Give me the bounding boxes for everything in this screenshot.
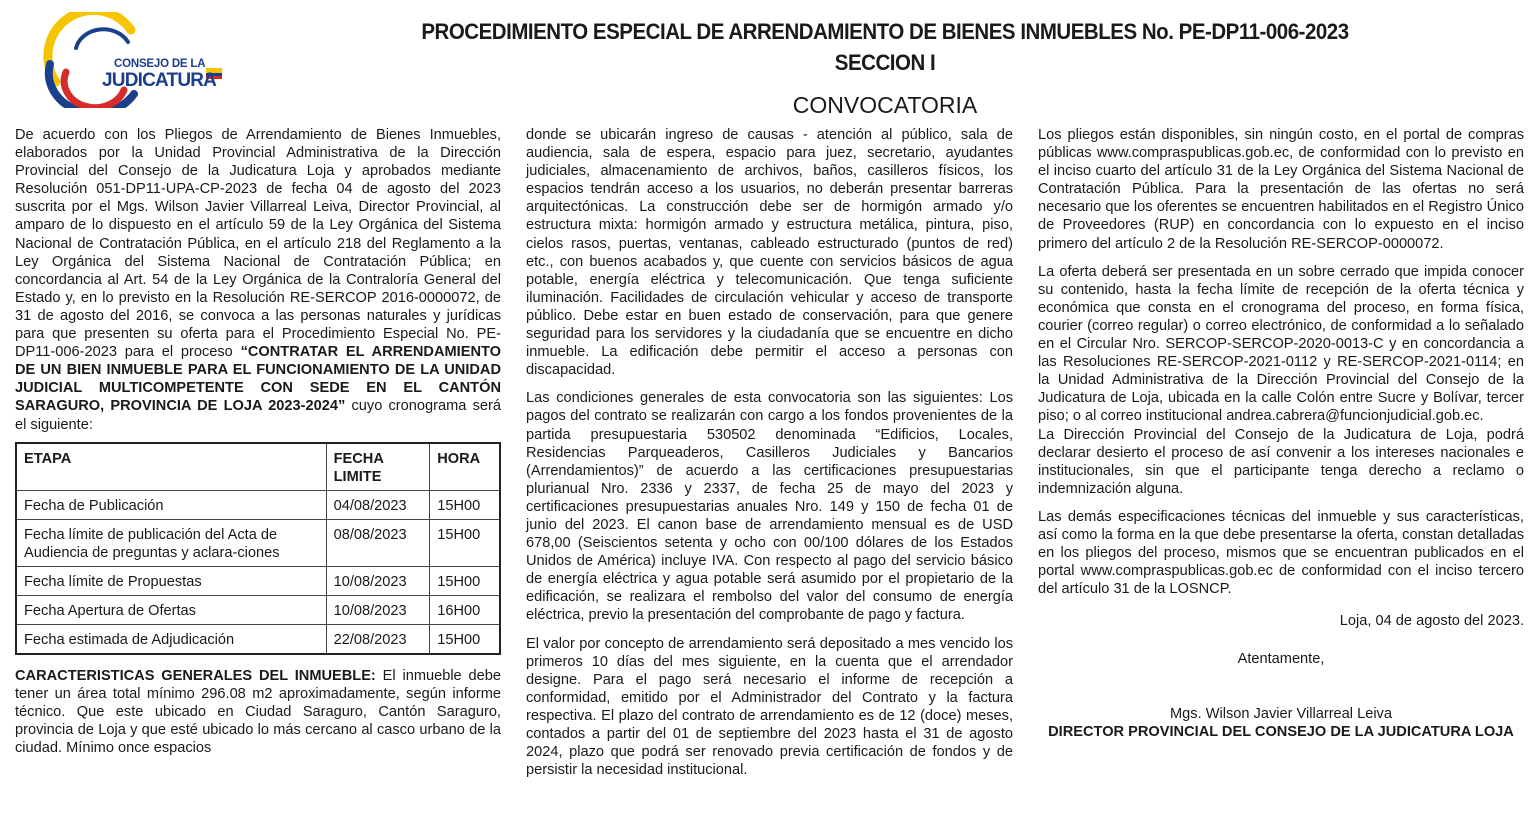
table-row <box>16 519 500 566</box>
place-date: Loja, 04 de agosto del 2023. <box>1339 613 1524 630</box>
characteristics-text: El inmueble debe tener un área total mínimo 296.08 m2 aproximadamente, según informe técnico. Que este ubicado en Ciudad Saraguro, Cantón Saraguro, provincia de Loja y que esté ubicado lo más cercano al casco urbano de la ciudad. Mínimo once espacios <box>15 667 501 756</box>
table-cell: 16H00 <box>430 595 500 624</box>
section-title: SECCION I <box>834 50 936 75</box>
logo-text-line1: CONSEJO DE LA <box>114 58 206 70</box>
signer-title: DIRECTOR PROVINCIAL DEL CONSEJO DE LA JUDICATURA LOJA <box>1048 723 1514 740</box>
characteristics-heading: CARACTERISTICAS GENERALES DEL INMUEBLE: <box>15 667 376 684</box>
intro-end: cuyo cronograma será el siguiente: <box>15 398 501 433</box>
table-cell: Fecha Apertura de Ofertas <box>16 595 326 624</box>
conditions-paragraph: Las condiciones generales de esta convocatoria son las siguientes: Los pagos del contrato se realizarán con cargo a los fondos provenientes de la partida presupuestaria 530502 denominada “Edificios, Locales, Residencias Parqueaderos, Casilleros Judiciales y Bancarios (Arrendamientos)” de acuerdo a las certificaciones presupuestarias plurianual Nro. 2336 y 2337, de fecha 25 de mayo del 2023 y certificaciones presupuestarias anuales Nro. 149 y 150 de fecha 01 de junio del 2023. El canon base de arrendamiento mensual es de USD 678,00 (Seiscientos setenta y ocho con 00/100 dólares de los Estados Unidos de América) incluye IVA. Con respecto al pago del servicio básico de energía eléctrica y agua potable será asumido por el propietario de la edificación, se realizara el rembolso del valor del consumo de energía eléctrica, previo la presentación del comprobante de pago y factura. <box>526 390 1013 624</box>
table-cell: Fecha de Publicación <box>16 490 326 519</box>
table-row <box>16 490 500 519</box>
table-cell: 15H00 <box>430 624 500 654</box>
table-cell: 15H00 <box>430 566 500 595</box>
intro-text: De acuerdo con los Pliegos de Arrendamiento de Bienes Inmuebles, elaborados por la Unidad Provincial Administrativa de la Dirección Provincial del Consejo de la Judicatura Loja y aprobados mediante Resolución 051-DP11-UPA-CP-2023 de fecha 04 de agosto del 2023 suscrita por el Mgs. Wilson Javier Villarreal Leiva, Director Provincial, al amparo de lo dispuesto en el artículo 59 de la Ley Orgánica del Sistema Nacional de Contratación Pública, en el artículo 218 del Reglamento a la Ley Orgánica del Sistema Nacional de Contratación Pública; en concordancia al Art. 54 de la Ley Orgánica de la Contraloría General del Estado y, en lo previsto en la Resolución RE-SERCOP 2016-0000072, de 31 de agosto del 2016, se convoca a las personas naturales y jurídicas para que presenten su oferta para el Procedimiento Especial No. PE-DP11-006-2023 para el proceso <box>15 127 501 361</box>
table-cell: 04/08/2023 <box>326 490 430 519</box>
table-cell: 22/08/2023 <box>326 624 430 654</box>
logo-text-line2: JUDICATURA <box>102 70 217 91</box>
header-etapa: ETAPA <box>16 443 326 491</box>
schedule-table <box>15 442 501 655</box>
intro-paragraph <box>15 126 501 434</box>
table-cell: Fecha estimada de Adjudicación <box>16 624 326 654</box>
characteristics-paragraph <box>15 667 501 757</box>
deserted-paragraph: La Dirección Provincial del Consejo de la Judicatura de Loja, podrá declarar desierto el proceso de así convenir a los intereses nacionales e institucionales, sin que el participante tenga derecho a reclamo o indemnización alguna. <box>1038 426 1524 497</box>
specs-paragraph: Las demás especificaciones técnicas del inmueble y sus características, así como la forma en la que debe presentarse la oferta, constan detalladas en los pliegos del proceso, mismos que se encuentran publicados en el portal www.compraspublicas.gob.ec de conformidad con el inciso tercero del artículo 31 de la LOSNCP. <box>1038 508 1524 598</box>
table-cell: 10/08/2023 <box>326 566 430 595</box>
process-name: “CONTRATAR EL ARRENDAMIENTO DE UN BIEN INMUEBLE PARA EL FUNCIONAMIENTO DE LA UNIDAD JUDICIAL MULTICOMPETENTE CON SEDE EN EL CANTÓN SARAGURO, PROVINCIA DE LOJA 2023-2024” <box>15 344 501 415</box>
document-title: PROCEDIMIENTO ESPECIAL DE ARRENDAMIENTO DE BIENES INMUEBLES No. PE-DP11-006-2023 <box>421 19 1349 44</box>
table-cell: 15H00 <box>430 490 500 519</box>
table-header-row <box>16 443 500 491</box>
column-2 <box>526 126 1013 789</box>
header-fecha: FECHA LIMITE <box>326 443 430 491</box>
table-cell: Fecha límite de publicación del Acta de Audiencia de preguntas y aclara-ciones <box>16 519 326 566</box>
offer-paragraph: La oferta deberá ser presentada en un sobre cerrado que impida conocer su contenido, hasta la fecha límite de recepción de la oferta técnica y económica que consta en el cronograma del proceso, en forma física, courier (correo regular) o correo electrónico, de conformidad a lo señalado en el Circular Nro. SERCOP-SERCOP-2020-0013-C y en concordancia a las Resoluciones RE-SERCOP-2021-0112 y RE-SERCOP-2021-0114; en la Unidad Administrativa de la Dirección Provincial del Consejo de la Judicatura de Loja, ubicada en la calle Colón entre Sucre y Bolívar, tercer piso; o al correo institucional andrea.cabrera@funcionjudicial.gob.ec. <box>1038 263 1524 425</box>
pliegos-paragraph: Los pliegos están disponibles, sin ningún costo, en el portal de compras públicas www.compraspublicas.gob.ec, de conformidad con lo previsto en el inciso cuarto del artículo 31 de la Ley Orgánica del Sistema Nacional de Contratación Pública. Para la presentación de las ofertas no será necesario que los oferentes se encuentren habilitados en el Registro Único de Proveedores (RUP) en concordancia con lo expuesto en el inciso primero del artículo 2 de la Resolución RE-SERCOP-0000072. <box>1038 127 1524 252</box>
convocatoria-heading: CONVOCATORIA <box>792 92 978 118</box>
table-cell: 10/08/2023 <box>326 595 430 624</box>
signer-name: Mgs. Wilson Javier Villarreal Leiva <box>1170 705 1392 722</box>
table-cell: 15H00 <box>430 519 500 566</box>
column-1 <box>15 126 501 767</box>
payment-paragraph: El valor por concepto de arrendamiento será depositado a mes vencido los primeros 10 días del mes siguiente, en la cuenta que el arrendador designe. Para el pago será necesario el informe de recepción a conformidad, emitido por el Administrador del Contrato y la factura respectiva. El plazo del contrato de arrendamiento es de 12 (doce) meses, contados a partir del 01 de septiembre del 2023 hasta el 31 de agosto 2024, plazo que podrá ser renovado previa certificación de fondos y de persistir la necesidad institucional. <box>526 635 1013 779</box>
logo <box>36 12 236 108</box>
column-3 <box>1038 126 1524 741</box>
table-cell: 08/08/2023 <box>326 519 430 566</box>
table-row <box>16 566 500 595</box>
closing: Atentamente, <box>1237 651 1325 668</box>
table-row <box>16 624 500 654</box>
table-row <box>16 595 500 624</box>
spaces-paragraph: donde se ubicarán ingreso de causas - atención al público, sala de audiencia, sala de espera, espacio para juez, secretario, ayudantes judiciales, almacenamiento de archivos, baños, casilleros físicos, los espacios tendrán acceso a los usuarios, no deberán presentar barreras arquitectónicas. La construcción debe ser de hormigón armado y/o estructura mixta: hormigón armado y estructura metálica, pintura, piso, cielos rasos, puertas, ventanas, cableado estructurado (puntos de red) etc., con buenos acabados y, que cuente con servicios básicos de agua potable, energía eléctrica y telecomunicación. Que tenga suficiente iluminación. Facilidades de circulación vehicular y acceso de transporte público. Debe estar en buen estado de conservación, para que genere seguridad para los servidores y la ciudadanía que se encuentre en dicho inmueble. La edificación debe permitir el acceso a personas con discapacidad. <box>526 127 1013 379</box>
table-cell: Fecha límite de Propuestas <box>16 566 326 595</box>
header-hora: HORA <box>430 443 500 491</box>
